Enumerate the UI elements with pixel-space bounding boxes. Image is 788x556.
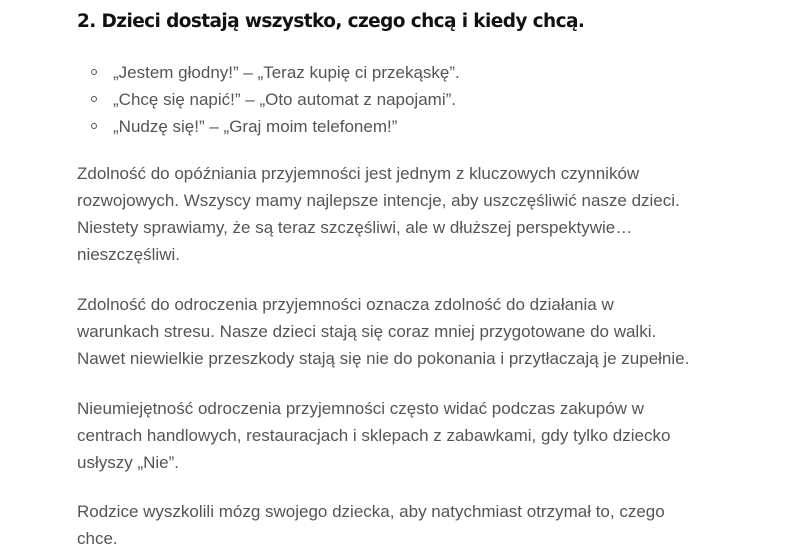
paragraph-line: Rodzice wyszkolili mózg swojego dziecka, aby natychmiast otrzymał to, czego bbox=[77, 502, 665, 521]
circle-bullet-icon bbox=[91, 69, 97, 75]
bullet-list bbox=[77, 59, 460, 140]
circle-bullet-icon bbox=[91, 123, 97, 129]
paragraph-stress bbox=[77, 291, 757, 372]
paragraph-line: Nieumiejętność odroczenia przyjemności często widać podczas zakupów w bbox=[77, 399, 644, 418]
paragraph-shopping bbox=[77, 395, 757, 476]
circle-bullet-icon bbox=[91, 96, 97, 102]
paragraph-line: Nawet niewielkie przeszkody stają się nie do pokonania i przytłaczają je zupełnie. bbox=[77, 349, 690, 368]
list-item bbox=[77, 113, 460, 140]
paragraph-line: Zdolność do opóźniania przyjemności jest jednym z kluczowych czynników bbox=[77, 164, 640, 183]
paragraph-line: nieszczęśliwi. bbox=[77, 245, 180, 264]
list-item-text: „Nudzę się!” – „Graj moim telefonem!” bbox=[113, 117, 398, 136]
list-item bbox=[77, 86, 460, 113]
list-item-text: „Chcę się napić!” – „Oto automat z napojami”. bbox=[113, 90, 456, 109]
paragraph-line: chce. bbox=[77, 529, 118, 548]
list-item-text: „Jestem głodny!” – „Teraz kupię ci przekąskę”. bbox=[113, 63, 460, 82]
paragraph-parents bbox=[77, 498, 757, 552]
list-item bbox=[77, 59, 460, 86]
paragraph-line: Niestety sprawiamy, że są teraz szczęśliwi, ale w dłuższej perspektywie… bbox=[77, 218, 633, 237]
paragraph-line: rozwojowych. Wszyscy mamy najlepsze intencje, aby uszczęśliwić nasze dzieci. bbox=[77, 191, 680, 210]
paragraph-line: centrach handlowych, restauracjach i sklepach z zabawkami, gdy tylko dziecko bbox=[77, 426, 671, 445]
paragraph-delayed-gratification bbox=[77, 160, 757, 268]
section-heading: 2. Dzieci dostają wszystko, czego chcą i kiedy chcą. bbox=[77, 11, 585, 32]
paragraph-line: warunkach stresu. Nasze dzieci stają się coraz mniej przygotowane do walki. bbox=[77, 322, 657, 341]
paragraph-line: usłyszy „Nie”. bbox=[77, 453, 180, 472]
paragraph-line: Zdolność do odroczenia przyjemności oznacza zdolność do działania w bbox=[77, 295, 614, 314]
